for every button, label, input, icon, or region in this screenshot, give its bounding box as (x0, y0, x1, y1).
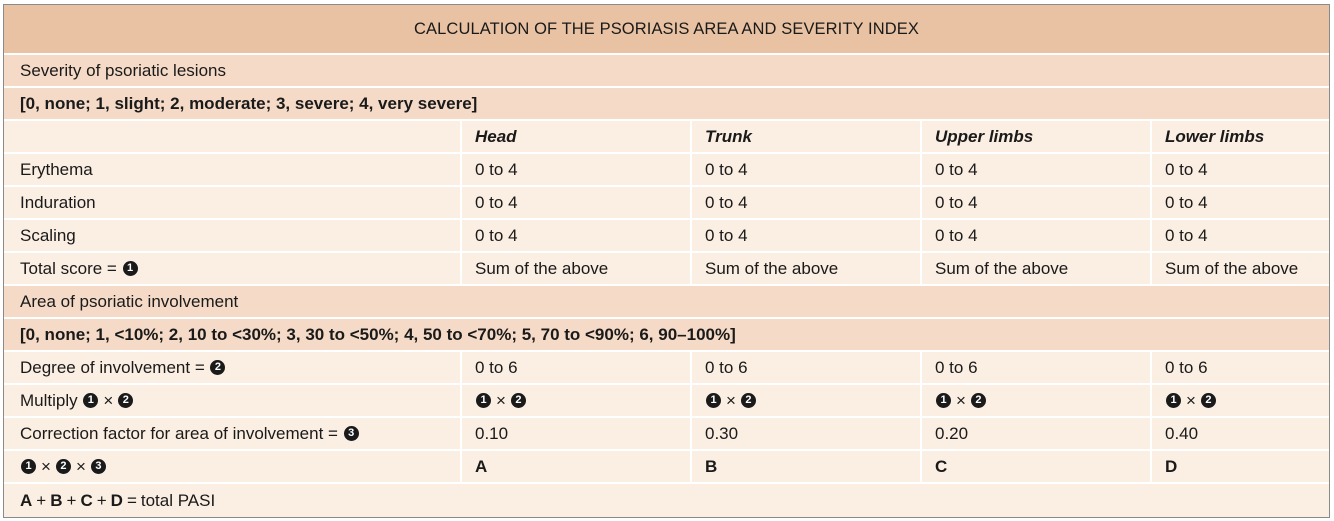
marker-2-icon: 2 (971, 393, 986, 408)
product-label-cell (20, 451, 107, 482)
table-cell: 0 to 4 (935, 159, 978, 179)
area-scale-row (4, 319, 1329, 352)
row-label: Erythema (20, 159, 93, 179)
column-lower-limbs: Lower limbs (1165, 126, 1265, 146)
plus-sign: + (96, 490, 107, 510)
table-row-degree (4, 352, 1329, 385)
table-row-induration (4, 187, 1329, 220)
table-cell: 0 to 6 (705, 357, 748, 377)
total-score-label: Total score = (20, 258, 117, 278)
table-cell: 0 to 4 (475, 192, 518, 212)
multiply-cell-head (475, 385, 527, 416)
table-cell: B (705, 456, 718, 476)
table-cell: 0 to 4 (475, 159, 518, 179)
correction-label: Correction factor for area of involvement = (20, 423, 338, 443)
times-sign: × (41, 456, 51, 476)
times-sign: × (726, 390, 736, 410)
table-cell: C (935, 456, 948, 476)
severity-scale-row (4, 88, 1329, 121)
times-sign: × (956, 390, 966, 410)
correction-label-cell (20, 418, 360, 449)
table-cell: 0.40 (1165, 423, 1199, 443)
marker-2-icon: 2 (741, 393, 756, 408)
table-cell: 0.20 (935, 423, 969, 443)
term-a: A (20, 490, 33, 510)
table-cell: Sum of the above (475, 258, 609, 278)
degree-label-cell (20, 352, 226, 383)
marker-1-icon: 1 (123, 261, 138, 276)
degree-label: Degree of involvement = (20, 357, 205, 377)
marker-2-icon: 2 (511, 393, 526, 408)
column-head: Head (475, 126, 517, 146)
times-sign: × (103, 390, 114, 410)
marker-2-icon: 2 (56, 459, 71, 474)
marker-3-icon: 3 (344, 426, 359, 441)
area-section-row (4, 286, 1329, 319)
table-title: CALCULATION OF THE PSORIASIS AREA AND SEVERITY INDEX (414, 19, 919, 38)
times-sign: × (75, 456, 86, 476)
table-cell: 0 to 6 (475, 357, 518, 377)
table-cell: 0 to 6 (1165, 357, 1208, 377)
total-score-label-cell (20, 253, 139, 284)
multiply-label-cell (20, 385, 134, 416)
table-cell: Sum of the above (705, 258, 839, 278)
table-row-erythema (4, 154, 1329, 187)
severity-heading: Severity of psoriatic lesions (20, 60, 226, 80)
marker-1-icon: 1 (476, 393, 491, 408)
plus-sign: + (36, 490, 47, 510)
table-cell: 0 to 4 (705, 192, 748, 212)
table-cell: 0 to 4 (475, 225, 518, 245)
table-row-total-score (4, 253, 1329, 286)
table-cell: 0 to 4 (935, 192, 978, 212)
row-label: Induration (20, 192, 96, 212)
marker-1-icon: 1 (706, 393, 721, 408)
table-row-scaling (4, 220, 1329, 253)
table-row-correction (4, 418, 1329, 451)
times-sign: × (1186, 390, 1196, 410)
column-header-row (4, 121, 1329, 154)
marker-1-icon: 1 (936, 393, 951, 408)
severity-scale: [0, none; 1, slight; 2, moderate; 3, severe; 4, very severe] (20, 93, 478, 113)
severity-section-row (4, 55, 1329, 88)
multiply-cell-trunk (705, 385, 757, 416)
table-cell: 0 to 4 (705, 225, 748, 245)
table-cell: 0 to 6 (935, 357, 978, 377)
table-cell: 0 to 4 (705, 159, 748, 179)
term-c: C (80, 490, 93, 510)
equals-sign: = (126, 490, 137, 510)
multiply-label: Multiply (20, 390, 78, 410)
table-row-total-pasi (4, 484, 1329, 517)
total-pasi-formula (20, 484, 215, 517)
table-cell: 0.30 (705, 423, 739, 443)
marker-2-icon: 2 (210, 360, 225, 375)
term-d: D (110, 490, 123, 510)
table-cell: Sum of the above (1165, 258, 1299, 278)
table-cell: Sum of the above (935, 258, 1069, 278)
marker-2-icon: 2 (118, 393, 133, 408)
marker-3-icon: 3 (91, 459, 106, 474)
table-cell: 0 to 4 (1165, 225, 1208, 245)
pasi-table (3, 4, 1330, 518)
times-sign: × (496, 390, 506, 410)
table-cell: 0 to 4 (1165, 159, 1208, 179)
table-cell: A (475, 456, 488, 476)
area-scale: [0, none; 1, <10%; 2, 10 to <30%; 3, 30 to <50%; 4, 50 to <70%; 5, 70 to <90%; 6, 90–100%] (20, 324, 736, 344)
row-label: Scaling (20, 225, 76, 245)
table-row-multiply (4, 385, 1329, 418)
plus-sign: + (66, 490, 77, 510)
marker-1-icon: 1 (21, 459, 36, 474)
table-cell: 0 to 4 (1165, 192, 1208, 212)
table-cell: D (1165, 456, 1178, 476)
table-cell: 0.10 (475, 423, 509, 443)
marker-1-icon: 1 (83, 393, 98, 408)
area-heading: Area of psoriatic involvement (20, 291, 239, 311)
column-trunk: Trunk (705, 126, 752, 146)
table-cell: 0 to 4 (935, 225, 978, 245)
column-upper-limbs: Upper limbs (935, 126, 1034, 146)
table-row-product (4, 451, 1329, 484)
marker-2-icon: 2 (1201, 393, 1216, 408)
total-pasi-label: total PASI (140, 490, 216, 510)
multiply-cell-upper-limbs (935, 385, 987, 416)
term-b: B (50, 490, 63, 510)
table-title-row (4, 5, 1329, 55)
multiply-cell-lower-limbs (1165, 385, 1217, 416)
marker-1-icon: 1 (1166, 393, 1181, 408)
